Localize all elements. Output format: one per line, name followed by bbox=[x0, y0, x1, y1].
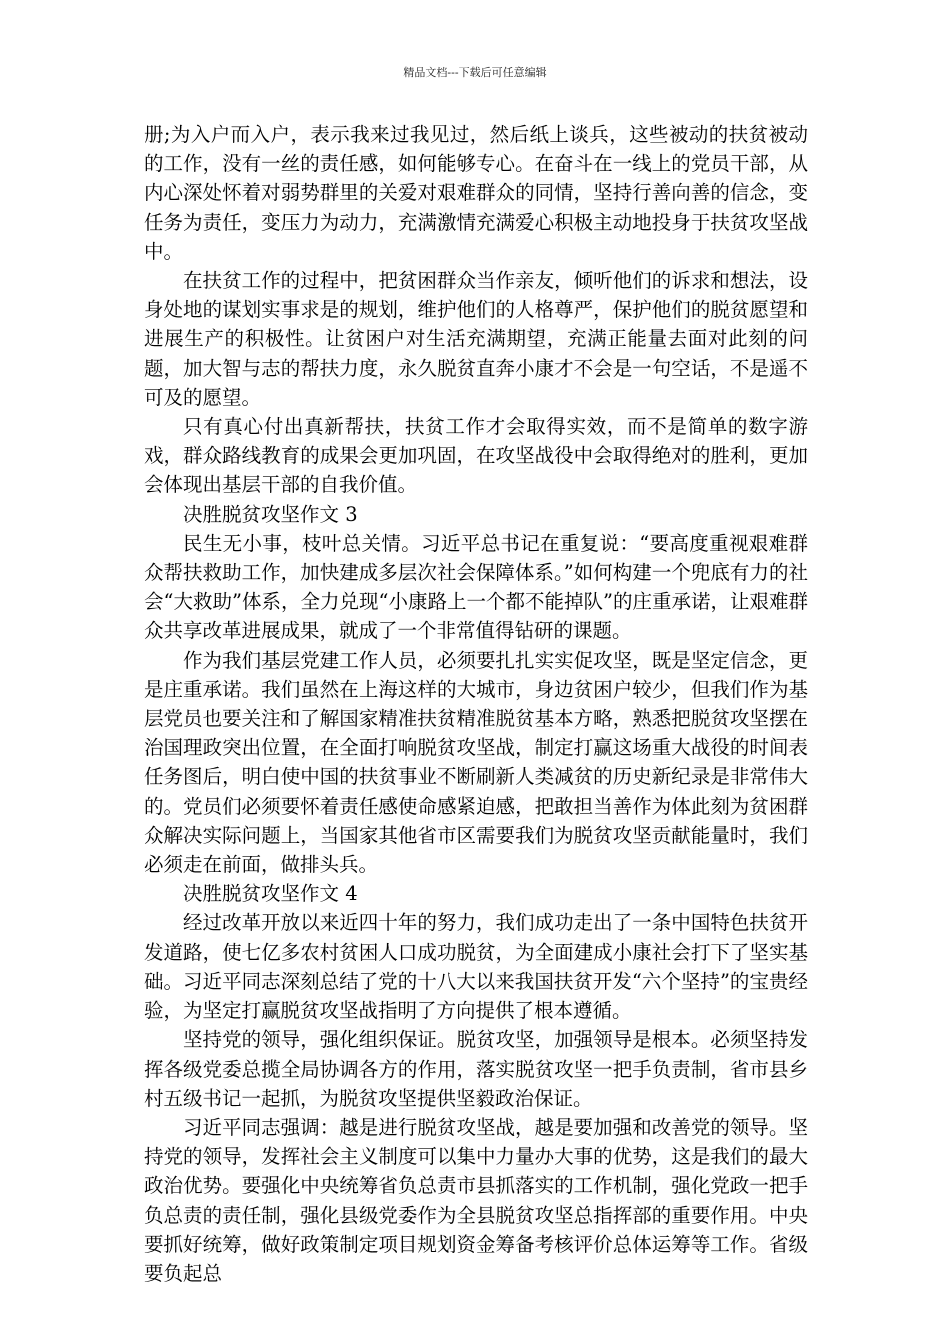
paragraph: 民生无小事，枝叶总关情。习近平总书记在重复说：“要高度重视艰难群众帮扶救助工作，加快建成多层次社会保障体系。”如何构建一个兜底有力的社会“大救助”体系，全力兑现“小康路上一个都不能掉队”的庄重承诺，让艰难群众共享改革进展成果，就成了一个非常值得钻研的课题。 bbox=[144, 531, 808, 643]
section-heading-4: 决胜脱贫攻坚作文 4 bbox=[183, 882, 358, 906]
paragraph: 在扶贫工作的过程中，把贫困群众当作亲友，倾听他们的诉求和想法，设身处地的谋划实事求是的规划，维护他们的人格尊严，保护他们的脱贫愿望和进展生产的积极性。让贫困户对生活充满期望，充满正能量去面对此刻的问题，加大智与志的帮扶力度，永久脱贫直奔小康才不会是一句空话，不是遥不可及的愿望。 bbox=[144, 269, 808, 409]
paragraph-continuation: 册;为入户而入户，表示我来过我见过，然后纸上谈兵，这些被动的扶贫被动的工作，没有一丝的责任感，如何能够专心。在奋斗在一线上的党员干部，从内心深处怀着对弱势群里的关爱对艰难群众的同情，坚持行善向善的信念，变任务为责任，变压力为动力，充满激情充满爱心积极主动地投身于扶贫攻坚战中。 bbox=[144, 123, 808, 263]
paragraph: 坚持党的领导，强化组织保证。脱贫攻坚，加强领导是根本。必须坚持发挥各级党委总揽全局协调各方的作用，落实脱贫攻坚一把手负责制，省市县乡村五级书记一起抓，为脱贫攻坚提供坚毅政治保证。 bbox=[144, 1028, 808, 1110]
document-body bbox=[144, 120, 808, 1288]
section-heading-3: 决胜脱贫攻坚作文 3 bbox=[183, 502, 358, 526]
paragraph: 习近平同志强调：越是进行脱贫攻坚战，越是要加强和改善党的领导。坚持党的领导，发挥社会主义制度可以集中力量办大事的优势，这是我们的最大政治优势。要强化中央统筹省负总责市县抓落实的工作机制，强化党政一把手负总责的责任制，强化县级党委作为全县脱贫攻坚总指挥部的重要作用。中央要抓好统筹，做好政策制定项目规划资金筹备考核评价总体运筹等工作。省级要负起总 bbox=[144, 1115, 808, 1285]
page-header: 精品文档---下载后可任意编辑 bbox=[403, 66, 547, 79]
paragraph: 只有真心付出真新帮扶，扶贫工作才会取得实效，而不是简单的数字游戏，群众路线教育的成果会更加巩固，在攻坚战役中会取得绝对的胜利，更加会体现出基层干部的自我价值。 bbox=[144, 415, 808, 497]
paragraph: 作为我们基层党建工作人员，必须要扎扎实实促攻坚，既是坚定信念，更是庄重承诺。我们虽然在上海这样的大城市，身边贫困户较少，但我们作为基层党员也要关注和了解国家精准扶贫精准脱贫基本方略，熟悉把脱贫攻坚摆在治国理政突出位置，在全面打响脱贫攻坚战，制定打赢这场重大战役的时间表任务图后，明白使中国的扶贫事业不断刷新人类减贫的历史新纪录是非常伟大的。党员们必须要怀着责任感使命感紧迫感，把敢担当善作为体此刻为贫困群众解决实际问题上，当国家其他省市区需要我们为脱贫攻坚贡献能量时，我们必须走在前面，做排头兵。 bbox=[144, 648, 808, 877]
paragraph: 经过改革开放以来近四十年的努力，我们成功走出了一条中国特色扶贫开发道路，使七亿多农村贫困人口成功脱贫，为全面建成小康社会打下了坚实基础。习近平同志深刻总结了党的十八大以来我国扶贫开发“六个坚持”的宝贵经验，为坚定打赢脱贫攻坚战指明了方向提供了根本遵循。 bbox=[144, 911, 808, 1023]
